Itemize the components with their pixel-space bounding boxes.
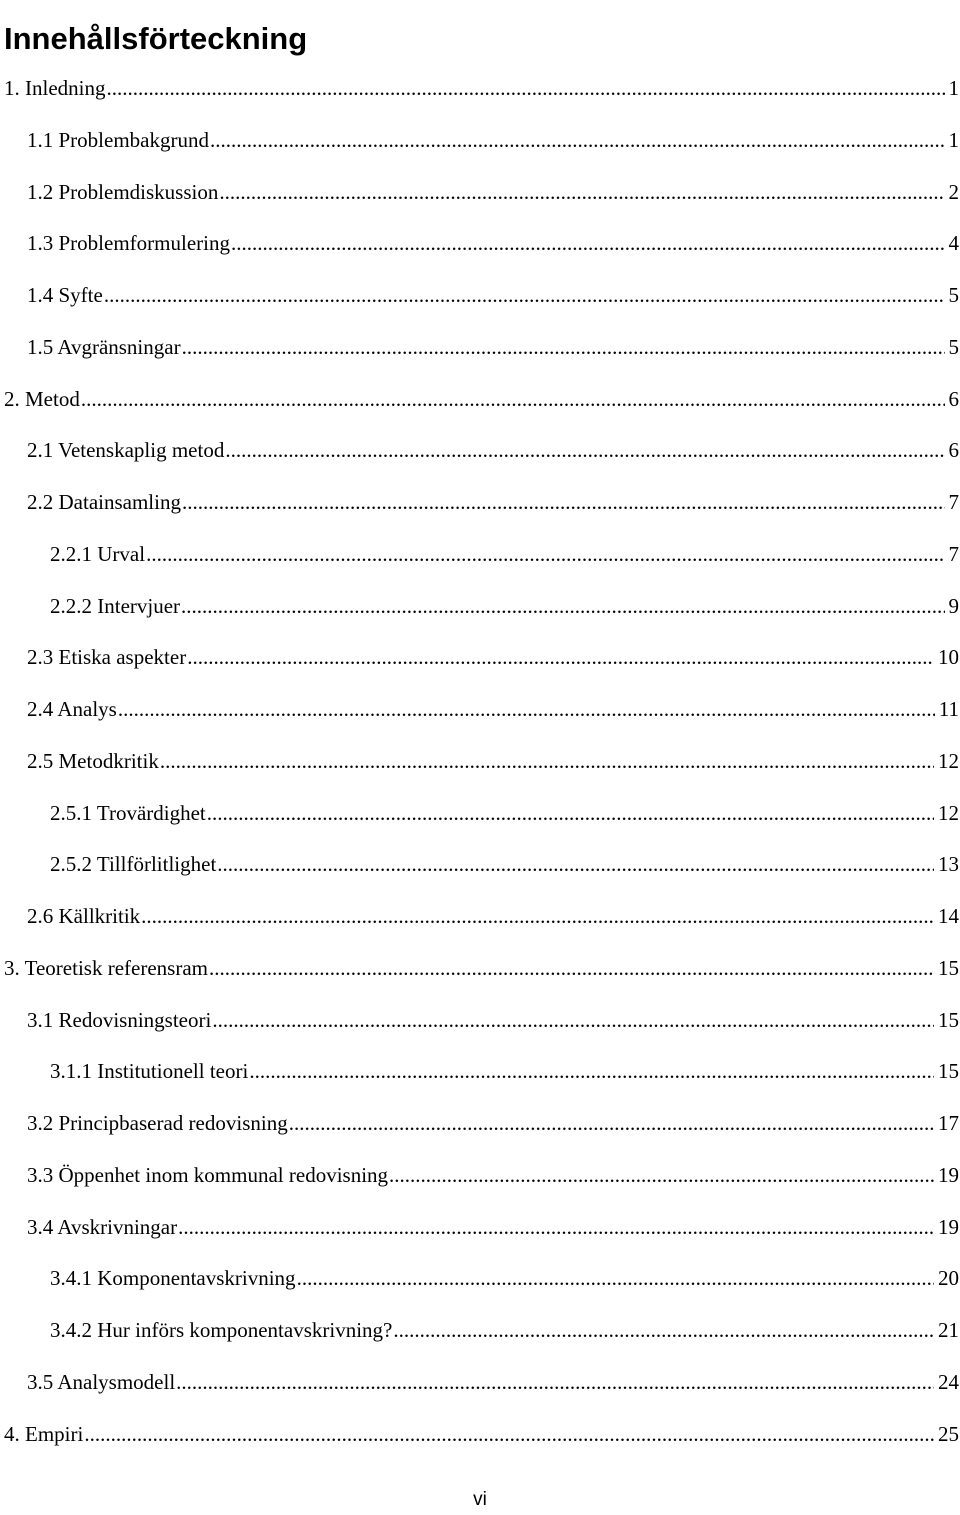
- toc-dot-leader: [84, 1409, 934, 1461]
- toc-entry-page: 24: [938, 1369, 959, 1394]
- toc-dot-leader: [289, 1098, 934, 1150]
- toc-entry-page: 7: [948, 541, 959, 566]
- table-of-contents: [0, 63, 960, 1460]
- toc-entry[interactable]: [0, 63, 960, 115]
- toc-entry[interactable]: [0, 1357, 960, 1409]
- toc-entry-label: 3.4.1 Komponentavskrivning: [50, 1266, 296, 1291]
- toc-entry[interactable]: [0, 425, 960, 477]
- toc-entry[interactable]: [0, 632, 960, 684]
- toc-dot-leader: [210, 115, 945, 167]
- toc-entry-label: 2.5 Metodkritik: [27, 748, 159, 773]
- toc-dot-leader: [178, 1202, 934, 1254]
- toc-dot-leader: [181, 581, 944, 633]
- toc-entry-page: 20: [938, 1266, 959, 1291]
- toc-dot-leader: [217, 839, 934, 891]
- toc-entry[interactable]: [0, 1046, 960, 1098]
- toc-entry[interactable]: [0, 1150, 960, 1202]
- toc-entry-page: 19: [938, 1214, 959, 1239]
- toc-dot-leader: [393, 1305, 934, 1357]
- toc-dot-leader: [212, 995, 934, 1047]
- toc-entry-label: 1.4 Syfte: [27, 283, 103, 307]
- toc-entry-label: 2.4 Analys: [27, 697, 117, 721]
- toc-dot-leader: [104, 270, 945, 322]
- toc-entry-page: 1: [948, 76, 959, 100]
- toc-entry-page: 21: [938, 1318, 959, 1342]
- toc-entry-label: 2.6 Källkritik: [27, 904, 141, 928]
- toc-dot-leader: [118, 684, 935, 736]
- toc-entry[interactable]: [0, 270, 960, 322]
- toc-entry-page: 25: [938, 1421, 959, 1446]
- toc-entry-page: 7: [948, 490, 959, 514]
- toc-entry[interactable]: [0, 218, 960, 270]
- toc-entry[interactable]: [0, 788, 960, 840]
- toc-dot-leader: [182, 322, 945, 374]
- toc-entry-page: 5: [948, 283, 959, 307]
- toc-entry[interactable]: [0, 943, 960, 995]
- toc-entry-label: 3. Teoretisk referensram: [4, 955, 208, 980]
- toc-entry[interactable]: [0, 1409, 960, 1461]
- toc-entry-page: 15: [938, 1059, 959, 1084]
- toc-entry-page: 5: [948, 334, 959, 359]
- toc-entry[interactable]: [0, 995, 960, 1047]
- toc-entry-page: 13: [938, 852, 959, 877]
- toc-entry-label: 3.3 Öppenhet inom kommunal redovisning: [27, 1162, 389, 1187]
- toc-dot-leader: [182, 477, 945, 529]
- toc-entry-label: 2.2 Datainsamling: [27, 490, 181, 514]
- toc-entry[interactable]: [0, 115, 960, 167]
- toc-entry[interactable]: [0, 1202, 960, 1254]
- toc-entry-page: 2: [948, 179, 959, 204]
- toc-entry-page: 12: [938, 800, 959, 825]
- toc-entry[interactable]: [0, 322, 960, 374]
- toc-entry-label: 1.2 Problemdiskussion: [27, 179, 219, 204]
- toc-entry-label: 3.4.2 Hur införs komponentavskrivning?: [50, 1318, 393, 1342]
- toc-entry[interactable]: [0, 1253, 960, 1305]
- toc-entry-page: 9: [948, 593, 959, 618]
- toc-entry[interactable]: [0, 529, 960, 581]
- toc-entry-page: 15: [938, 955, 959, 980]
- toc-entry-page: 12: [938, 748, 959, 773]
- toc-entry-label: 3.2 Principbaserad redovisning: [27, 1111, 288, 1135]
- toc-entry-page: 6: [948, 438, 959, 463]
- toc-entry-page: 14: [938, 904, 959, 928]
- toc-entry-label: 3.1.1 Institutionell teori: [50, 1059, 249, 1084]
- toc-entry[interactable]: [0, 684, 960, 736]
- toc-entry-label: 1.3 Problemformulering: [27, 231, 230, 256]
- toc-entry[interactable]: [0, 374, 960, 426]
- toc-entry-page: 6: [948, 386, 959, 411]
- toc-dot-leader: [160, 736, 934, 788]
- toc-dot-leader: [297, 1253, 934, 1305]
- toc-entry-page: 1: [948, 127, 959, 152]
- toc-entry-label: 1.5 Avgränsningar: [27, 334, 181, 359]
- toc-entry-label: 2.3 Etiska aspekter: [27, 645, 187, 670]
- toc-entry-page: 17: [938, 1111, 959, 1135]
- toc-dot-leader: [141, 891, 934, 943]
- toc-entry[interactable]: [0, 477, 960, 529]
- toc-entry[interactable]: [0, 581, 960, 633]
- toc-entry-label: 4. Empiri: [4, 1421, 84, 1446]
- toc-entry[interactable]: [0, 839, 960, 891]
- toc-entry-label: 2.2.1 Urval: [50, 541, 146, 566]
- toc-dot-leader: [106, 63, 944, 115]
- page-number: vi: [473, 1489, 487, 1510]
- toc-entry[interactable]: [0, 167, 960, 219]
- toc-entry-label: 3.5 Analysmodell: [27, 1369, 176, 1394]
- toc-dot-leader: [219, 167, 944, 219]
- toc-entry-page: 10: [938, 645, 959, 670]
- toc-entry[interactable]: [0, 736, 960, 788]
- toc-entry-label: 2. Metod: [4, 386, 80, 411]
- toc-entry-label: 2.2.2 Intervjuer: [50, 593, 181, 618]
- toc-dot-leader: [209, 943, 934, 995]
- toc-entry-label: 1.1 Problembakgrund: [27, 127, 209, 152]
- toc-entry[interactable]: [0, 1098, 960, 1150]
- toc-dot-leader: [249, 1046, 934, 1098]
- toc-entry-page: 19: [938, 1162, 959, 1187]
- toc-dot-leader: [207, 788, 934, 840]
- toc-entry-label: 1. Inledning: [4, 76, 106, 100]
- toc-dot-leader: [231, 218, 945, 270]
- toc-dot-leader: [146, 529, 944, 581]
- toc-entry[interactable]: [0, 1305, 960, 1357]
- toc-entry-label: 3.1 Redovisningsteori: [27, 1007, 212, 1032]
- toc-dot-leader: [176, 1357, 934, 1409]
- toc-entry-page: 15: [938, 1007, 959, 1032]
- toc-entry-label: 2.5.1 Trovärdighet: [50, 800, 206, 825]
- toc-dot-leader: [81, 374, 945, 426]
- page-title: Innehållsförteckning: [4, 20, 308, 56]
- toc-entry-label: 3.4 Avskrivningar: [27, 1214, 178, 1239]
- toc-entry-label: 2.1 Vetenskaplig metod: [27, 438, 225, 463]
- toc-entry-page: 4: [948, 231, 959, 256]
- toc-entry-label: 2.5.2 Tillförlitlighet: [50, 852, 217, 877]
- toc-dot-leader: [225, 425, 944, 477]
- toc-dot-leader: [389, 1150, 934, 1202]
- toc-entry[interactable]: [0, 891, 960, 943]
- toc-dot-leader: [187, 632, 934, 684]
- toc-entry-page: 11: [938, 697, 959, 721]
